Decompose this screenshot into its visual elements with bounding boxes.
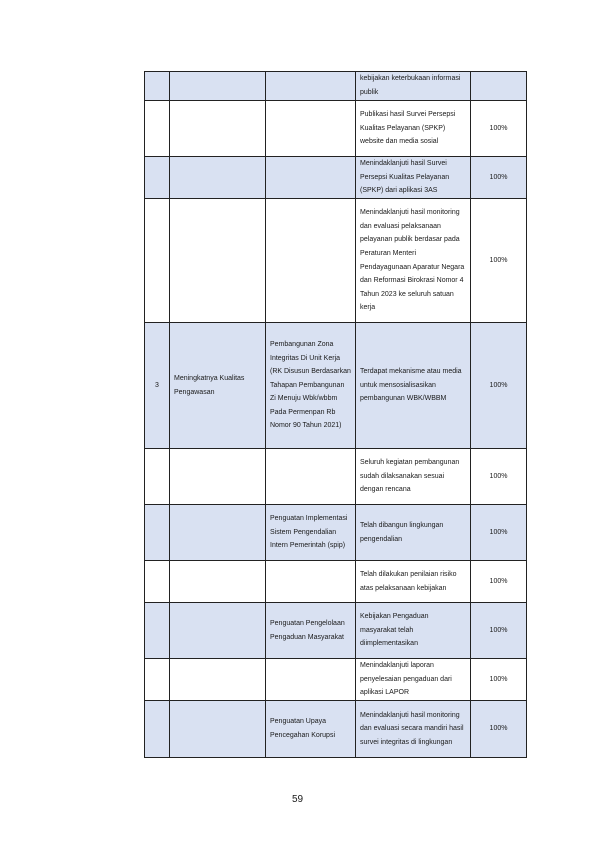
row-number-cell	[145, 603, 170, 659]
table-row	[145, 323, 527, 449]
target-cell	[170, 505, 266, 561]
target-cell	[170, 603, 266, 659]
activity-cell: Publikasi hasil Survei Persepsi Kualitas Pelayanan (SPKP) website dan media sosial	[356, 101, 471, 157]
activity-cell: Menindaklanjuti hasil monitoring dan evaluasi pelaksanaan pelayanan publik berdasar pada Peraturan Menteri Pendayagunaan Aparatur Negara dan Reformasi Birokrasi Nomor 4 Tahun 2023 ke seluruh satuan kerja	[356, 199, 471, 323]
program-cell	[266, 101, 356, 157]
activity-cell: Menindaklanjuti hasil monitoring dan evaluasi secara mandiri hasil survei integritas di lingkungan	[356, 701, 471, 758]
table-row	[145, 72, 527, 101]
program-cell	[266, 561, 356, 603]
achievement-cell: 100%	[471, 449, 527, 505]
program-cell: Penguatan Implementasi Sistem Pengendalian Intern Pemerintah (spip)	[266, 505, 356, 561]
program-cell: Penguatan Upaya Pencegahan Korupsi	[266, 701, 356, 758]
achievement-cell	[471, 72, 527, 101]
table-row	[145, 659, 527, 701]
achievement-cell: 100%	[471, 157, 527, 199]
target-cell	[170, 72, 266, 101]
table-row	[145, 449, 527, 505]
achievement-cell: 100%	[471, 561, 527, 603]
row-number-cell	[145, 701, 170, 758]
row-number-cell	[145, 561, 170, 603]
row-number-cell	[145, 72, 170, 101]
document-table	[144, 71, 527, 758]
achievement-cell: 100%	[471, 505, 527, 561]
target-cell	[170, 101, 266, 157]
table-row	[145, 603, 527, 659]
page-number: 59	[291, 794, 304, 805]
row-number-cell	[145, 505, 170, 561]
program-cell: Pembangunan Zona Integritas Di Unit Kerja (RK Disusun Berdasarkan Tahapan Pembangunan Zi Menuju Wbk/wbbm Pada Permenpan Rb Nomor 90 Tahun 2021)	[266, 323, 356, 449]
activity-cell: Terdapat mekanisme atau media untuk mensosialisasikan pembangunan WBK/WBBM	[356, 323, 471, 449]
achievement-cell: 100%	[471, 659, 527, 701]
achievement-cell: 100%	[471, 701, 527, 758]
activity-cell: Telah dilakukan penilaian risiko atas pelaksanaan kebijakan	[356, 561, 471, 603]
activity-cell: Seluruh kegiatan pembangunan sudah dilaksanakan sesuai dengan rencana	[356, 449, 471, 505]
table-body	[145, 72, 527, 758]
table-row	[145, 157, 527, 199]
target-cell	[170, 659, 266, 701]
program-cell: Penguatan Pengelolaan Pengaduan Masyarakat	[266, 603, 356, 659]
table-row	[145, 101, 527, 157]
table-row	[145, 561, 527, 603]
row-number-cell	[145, 659, 170, 701]
row-number-cell	[145, 199, 170, 323]
target-cell	[170, 449, 266, 505]
achievement-cell: 100%	[471, 199, 527, 323]
achievement-cell: 100%	[471, 101, 527, 157]
row-number-cell	[145, 449, 170, 505]
row-number-cell	[145, 157, 170, 199]
program-cell	[266, 449, 356, 505]
target-cell	[170, 701, 266, 758]
program-cell	[266, 157, 356, 199]
activity-cell: kebijakan keterbukaan informasi publik	[356, 72, 471, 101]
program-cell	[266, 659, 356, 701]
table-row	[145, 199, 527, 323]
activity-cell: Telah dibangun lingkungan pengendalian	[356, 505, 471, 561]
activity-cell: Kebijakan Pengaduan masyarakat telah diimplementasikan	[356, 603, 471, 659]
table-row	[145, 701, 527, 758]
row-number-cell	[145, 101, 170, 157]
activity-cell: Menindaklanjuti laporan penyelesaian pengaduan dari aplikasi LAPOR	[356, 659, 471, 701]
achievement-cell: 100%	[471, 603, 527, 659]
program-cell	[266, 199, 356, 323]
table-row	[145, 505, 527, 561]
activity-cell: Menindaklanjuti hasil Survei Persepsi Kualitas Pelayanan (SPKP) dari aplikasi 3AS	[356, 157, 471, 199]
row-number-cell: 3	[145, 323, 170, 449]
program-cell	[266, 72, 356, 101]
target-cell: Meningkatnya Kualitas Pengawasan	[170, 323, 266, 449]
target-cell	[170, 199, 266, 323]
achievement-cell: 100%	[471, 323, 527, 449]
target-cell	[170, 561, 266, 603]
target-cell	[170, 157, 266, 199]
